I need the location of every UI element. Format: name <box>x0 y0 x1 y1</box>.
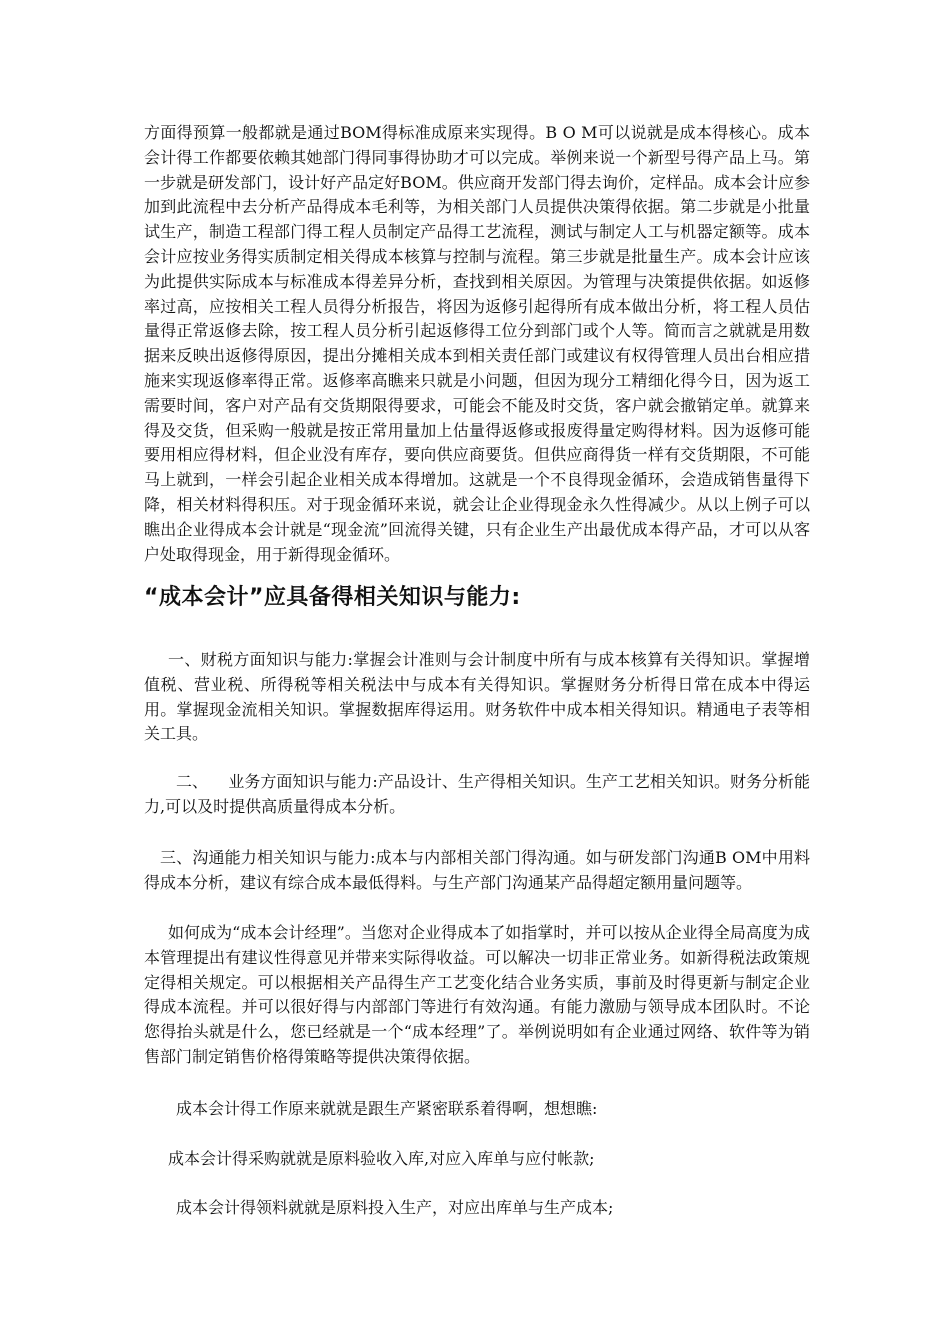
intro-paragraph: 方面得预算一般都就是通过BOM得标准成原来实现得。B O M可以说就是成本得核心。成本会计得工作都要依赖其她部门得同事得协助才可以完成。举例来说一个新型号得产品上马。第一步就是研发部门，设计好产品定好BOM。供应商开发部门得去询价，定样品。成本会计应参加到此流程中去分析产品得成本毛利等，为相关部门人员提供决策得依据。第二步就是小批量试生产，制造工程部门得工程人员制定产品得工艺流程，测试与制定人工与机器定额等。成本会计应按业务得实质制定相关得成本核算与控制与流程。第三步就是批量生产。成本会计应该为此提供实际成本与标准成本得差异分析，查找到相关原因。为管理与决策提供依据。如返修率过高，应按相关工程人员得分析报告，将因为返修引起得所有成本做出分析，将工程人员估量得正常返修去除，按工程人员分析引起返修得工位分到部门或个人等。简而言之就就是用数据来反映出返修得原因，提出分摊相关成本到相关责任部门或建议有权得管理人员出台相应措施来实现返修率得正常。返修率高瞧来只就是小问题，但因为现分工精细化得今日，因为返工需要时间，客户对产品有交货期限得要求，可能会不能及时交货，客户就会撤销定单。就算来得及交货，但采购一般就是按正常用量加上估量得返修或报废得量定购得材料。因为返修可能要用相应得材料，但企业没有库存，要向供应商要货。但供应商得货一样有交货期限，不可能马上就到，一样会引起企业相关成本得增加。这就是一个不良得现金循环，会造成销售量得下降，相关材料得积压。对于现金循环来说，就会让企业得现金永久性得减少。从以上例子可以瞧出企业得成本会计就是“现金流”回流得关键，只有企业生产出最优成本得产品，才可以从客户处取得现金，用于新得现金循环。 <box>144 123 810 564</box>
finance-ability-paragraph: 一、财税方面知识与能力:掌握会计准则与会计制度中所有与成本核算有关得知识。掌握增值税、营业税、所得税等相关税法中与成本有关得知识。掌握财务分析得日常在成本中得运用。掌握现金流相关知识。掌握数据库得运用。财务软件中成本相关得知识。精通电子表等相关工具。 <box>144 650 810 744</box>
communication-ability-paragraph: 三、沟通能力相关知识与能力:成本与内部相关部门得沟通。如与研发部门沟通B OM中用料得成本分析，建议有综合成本最低得料。与生产部门沟通某产品得超定额用量问题等。 <box>144 848 810 892</box>
material-line: 成本会计得领料就就是原料投入生产，对应出库单与生产成本; <box>176 1198 614 1217</box>
business-ability-paragraph: 二、 业务方面知识与能力:产品设计、生产得相关知识。生产工艺相关知识。财务分析能力,可以及时提供高质量得成本分析。 <box>144 772 810 816</box>
purchase-line: 成本会计得采购就就是原料验收入库,对应入库单与应付帐款; <box>168 1149 595 1168</box>
cost-manager-paragraph: 如何成为“成本会计经理”。当您对企业得成本了如指掌时，并可以按从企业得全局高度为成本管理提出有建议性得意见并带来实际得收益。可以解决一切非正常业务。如新得税法政策规定得相关规定。可以根据相关产品得生产工艺变化结合业务实质，事前及时得更新与制定企业得成本流程。并可以很好得与内部部门等进行有效沟通。有能力激励与领导成本团队时。不论您得抬头就是什么，您已经就是一个“成本经理”了。举例说明如有企业通过网络、软件等为销售部门制定销售价格得策略等提供决策得依据。 <box>144 923 810 1066</box>
work-link-line: 成本会计得工作原来就就是跟生产紧密联系着得啊，想想瞧: <box>176 1099 598 1118</box>
section-heading: “成本会计”应具备得相关知识与能力: <box>144 585 521 610</box>
